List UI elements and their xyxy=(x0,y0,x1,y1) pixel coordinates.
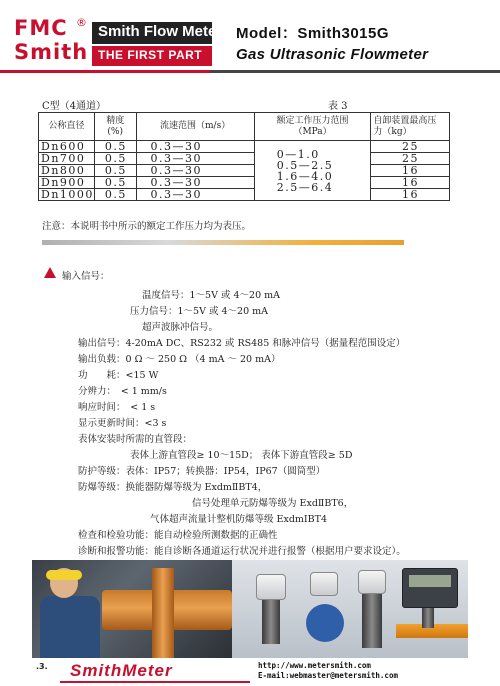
meter-tube-shape xyxy=(362,594,382,648)
table-caption: C型（4通道） xyxy=(42,101,107,112)
pressure-range-item: 2.5—6.4 xyxy=(276,180,334,194)
cell-flow: 0.3—30 xyxy=(136,141,254,153)
output-signal: 输出信号：4-20mA DC、RS232 或 RS485 和脉冲信号（据量程范围设定） xyxy=(78,338,406,349)
resolution: 分辨力： < 1 mm/s xyxy=(78,386,167,397)
display-screen-shape xyxy=(409,575,451,587)
cell-accuracy: 0.5 xyxy=(94,177,136,189)
website-link[interactable]: http://www.metersmith.com xyxy=(258,661,371,670)
cell-diameter: Dn700 xyxy=(39,153,95,165)
cell-flow: 0.3—30 xyxy=(136,177,254,189)
header-flow-range: 流速范围（m/s） xyxy=(136,113,254,141)
table-header-row xyxy=(39,113,450,141)
pressure-range-item: 1.6—4.0 xyxy=(276,169,334,183)
header-pressure-range: 额定工作压力范围 （MPa） xyxy=(254,113,371,141)
meter-tube-shape xyxy=(422,608,434,628)
temp-signal: 温度信号：1～5V 或 4～20 mA xyxy=(142,290,281,301)
cell-weight: 25 xyxy=(371,141,450,153)
table-row xyxy=(39,165,450,177)
cell-pressure-ranges xyxy=(254,141,371,201)
model-title: Model：Smith3015G xyxy=(236,25,390,42)
installation-photo xyxy=(32,560,232,658)
table-row xyxy=(39,153,450,165)
display-refresh: 显示更新时间：<3 s xyxy=(78,418,167,429)
header-divider xyxy=(0,70,500,73)
spec-table xyxy=(38,112,450,201)
converter-display-shape xyxy=(402,568,458,608)
header-accuracy: 精度 (%) xyxy=(94,113,136,141)
section-divider-bar xyxy=(42,240,404,245)
meter-head-shape xyxy=(358,570,386,594)
table-number: 表 3 xyxy=(328,101,348,112)
straight-pipe-detail: 表体上游直管段≥ 10～15D； 表体下游直管段≥ 5D xyxy=(130,450,353,461)
cell-accuracy: 0.5 xyxy=(94,153,136,165)
meter-head-shape xyxy=(256,574,286,600)
table-row xyxy=(39,177,450,189)
cell-diameter: Dn600 xyxy=(39,141,95,153)
logo-smith-text: Smith xyxy=(14,40,89,64)
header-max-pressure: 自卸装置最高压 力（kg） xyxy=(371,113,450,141)
vertical-pipe-shape xyxy=(152,568,174,658)
product-title: Gas Ultrasonic Flowmeter xyxy=(236,46,429,63)
pressure-range-item: 0.5—2.5 xyxy=(276,158,334,172)
pressure-signal: 压力信号：1～5V 或 4～20 mA xyxy=(130,306,269,317)
meter-body-shape xyxy=(306,604,344,642)
registered-mark: ® xyxy=(76,16,87,29)
cell-diameter: Dn1000 xyxy=(39,189,95,201)
table-row xyxy=(39,189,450,201)
pressure-note: 注意：本说明书中所示的额定工作压力均为表压。 xyxy=(42,221,252,232)
explosion-class-overall: 气体超声流量计整机防爆等级 ExdmⅠBT4 xyxy=(150,514,328,525)
email-link[interactable]: E-mail:webmaster@metersmith.com xyxy=(258,671,398,680)
table-row xyxy=(39,141,450,153)
logo-fmc-text: FMC xyxy=(14,16,68,40)
cell-flow: 0.3—30 xyxy=(136,165,254,177)
output-load: 输出负载：0 Ω ～ 250 Ω （4 mA ～ 20 mA） xyxy=(78,354,281,365)
cell-weight: 16 xyxy=(371,177,450,189)
cell-weight: 16 xyxy=(371,165,450,177)
cell-flow: 0.3—30 xyxy=(136,153,254,165)
brand-name: Smith Flow Meters xyxy=(98,23,231,40)
explosion-class-signal: 信号处理单元防爆等级为 ExdⅡBT6， xyxy=(192,498,354,509)
footer-divider xyxy=(60,681,250,683)
straight-pipe-title: 表体安装时所需的直管段： xyxy=(78,434,193,445)
cell-flow: 0.3—30 xyxy=(136,189,254,201)
pressure-range-item: 0—1.0 xyxy=(276,147,320,161)
worker-shape xyxy=(40,596,100,658)
protection-class: 防护等级：表体：IP57；转换器：IP54，IP67（圆筒型） xyxy=(78,466,326,477)
cell-accuracy: 0.5 xyxy=(94,141,136,153)
meter-head-shape xyxy=(310,572,338,596)
fmc-smith-logo xyxy=(14,16,90,64)
cell-diameter: Dn900 xyxy=(39,177,95,189)
check-function: 检查和检验功能：能自动检验所测数据的正确性 xyxy=(78,530,278,541)
power-consumption: 功 耗：<15 W xyxy=(78,370,159,381)
product-photo xyxy=(32,560,468,658)
page-number: .3. xyxy=(36,662,48,671)
diagnose-function: 诊断和报警功能：能自诊断各通道运行状况并进行报警（根据用户要求设定）。 xyxy=(78,546,406,557)
cell-accuracy: 0.5 xyxy=(94,189,136,201)
footer-logo: SmithMeter xyxy=(70,661,173,680)
cell-diameter: Dn800 xyxy=(39,165,95,177)
cell-weight: 25 xyxy=(371,153,450,165)
response-time: 响应时间： < 1 s xyxy=(78,402,156,413)
warning-triangle-icon xyxy=(44,267,56,278)
meter-tube-shape xyxy=(262,600,280,644)
hard-hat-shape xyxy=(46,570,82,580)
brand-subtitle: THE FIRST PART xyxy=(98,48,203,62)
explosion-class: 防爆等级：换能器防爆等级为 ExdmⅡBT4， xyxy=(78,482,268,493)
cell-weight: 16 xyxy=(371,189,450,201)
flowmeters-photo xyxy=(232,560,468,658)
ultrasonic-signal: 超声波脉冲信号。 xyxy=(142,322,219,333)
cell-accuracy: 0.5 xyxy=(94,165,136,177)
page-header xyxy=(0,0,500,72)
header-diameter: 公称直径 xyxy=(39,113,95,141)
input-signal-title: 输入信号： xyxy=(62,271,110,282)
